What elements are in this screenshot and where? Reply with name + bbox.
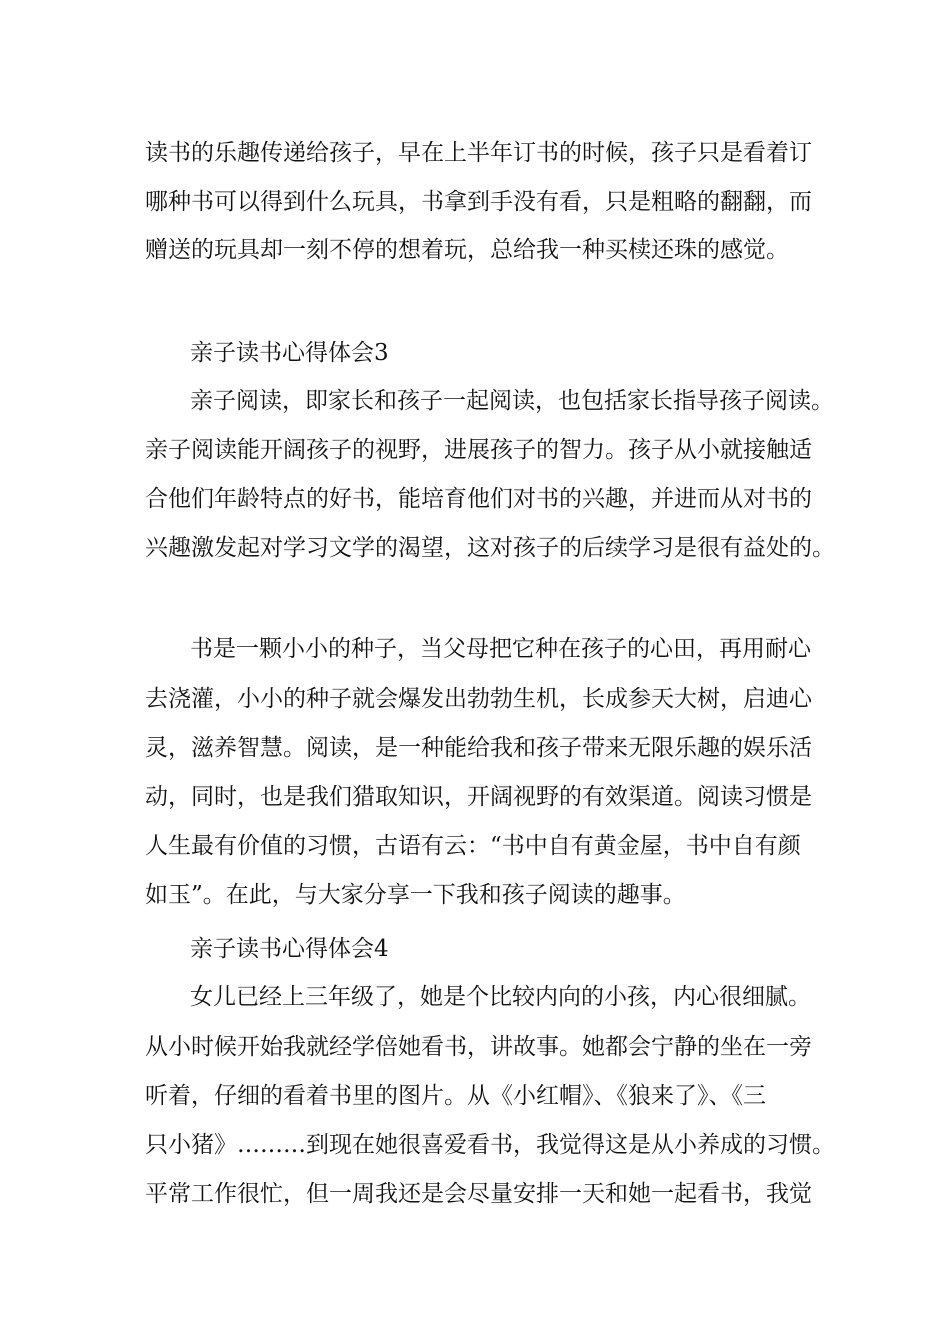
paragraph-line: 从小时候开始我就经学倍她看书，讲故事。她都会宁静的坐在一旁 [145,1034,812,1060]
paragraph-line: 女儿已经上三年级了，她是个比较内向的小孩，内心很细腻。 [190,984,811,1010]
paragraph-line: 合他们年龄特点的好书，能培育他们对书的兴趣，并进而从对书的 [145,486,812,512]
section-heading: 亲子读书心得体会3 [190,340,389,366]
paragraph-line: 亲子阅读，即家长和孩子一起阅读，也包括家长指导孩子阅读。 [190,388,834,414]
paragraph-line: 书是一颗小小的种子，当父母把它种在孩子的心田，再用耐心 [190,636,811,662]
paragraph-line: 读书的乐趣传递给孩子，早在上半年订书的时候，孩子只是看着订 [145,140,812,166]
paragraph-line: 亲子阅读能开阔孩子的视野，进展孩子的智力。孩子从小就接触适 [145,437,812,463]
paragraph-line: 去浇灌，小小的种子就会爆发出勃勃生机，长成参天大树，启迪心 [145,686,812,712]
paragraph-line: 如玉”。在此，与大家分享一下我和孩子阅读的趣事。 [145,882,686,908]
paragraph-line: 听着，仔细的看着书里的图片。从《小红帽》、《狼来了》、《三 [145,1083,766,1109]
paragraph-line: 动，同时，也是我们猎取知识，开阔视野的有效渠道。阅读习惯是 [145,784,812,810]
paragraph-line: 只小猪》………到现在她很喜爱看书，我觉得这是从小养成的习惯。 [145,1132,835,1158]
paragraph-line: 灵，滋养智慧。阅读，是一种能给我和孩子带来无限乐趣的娱乐活 [145,735,812,761]
paragraph-line: 赠送的玩具却一刻不停的想着玩，总给我一种买椟还珠的感觉。 [145,237,789,263]
paragraph-line: 人生最有价值的习惯，古语有云：“书中自有黄金屋，书中自有颜 [145,833,801,859]
paragraph-line: 哪种书可以得到什么玩具，书拿到手没有看，只是粗略的翻翻，而 [145,189,812,215]
paragraph-line: 兴趣激发起对学习文学的渴望，这对孩子的后续学习是很有益处的。 [145,535,835,561]
paragraph-line: 平常工作很忙，但一周我还是会尽量安排一天和她一起看书，我觉 [145,1181,812,1207]
section-heading: 亲子读书心得体会4 [190,936,389,962]
